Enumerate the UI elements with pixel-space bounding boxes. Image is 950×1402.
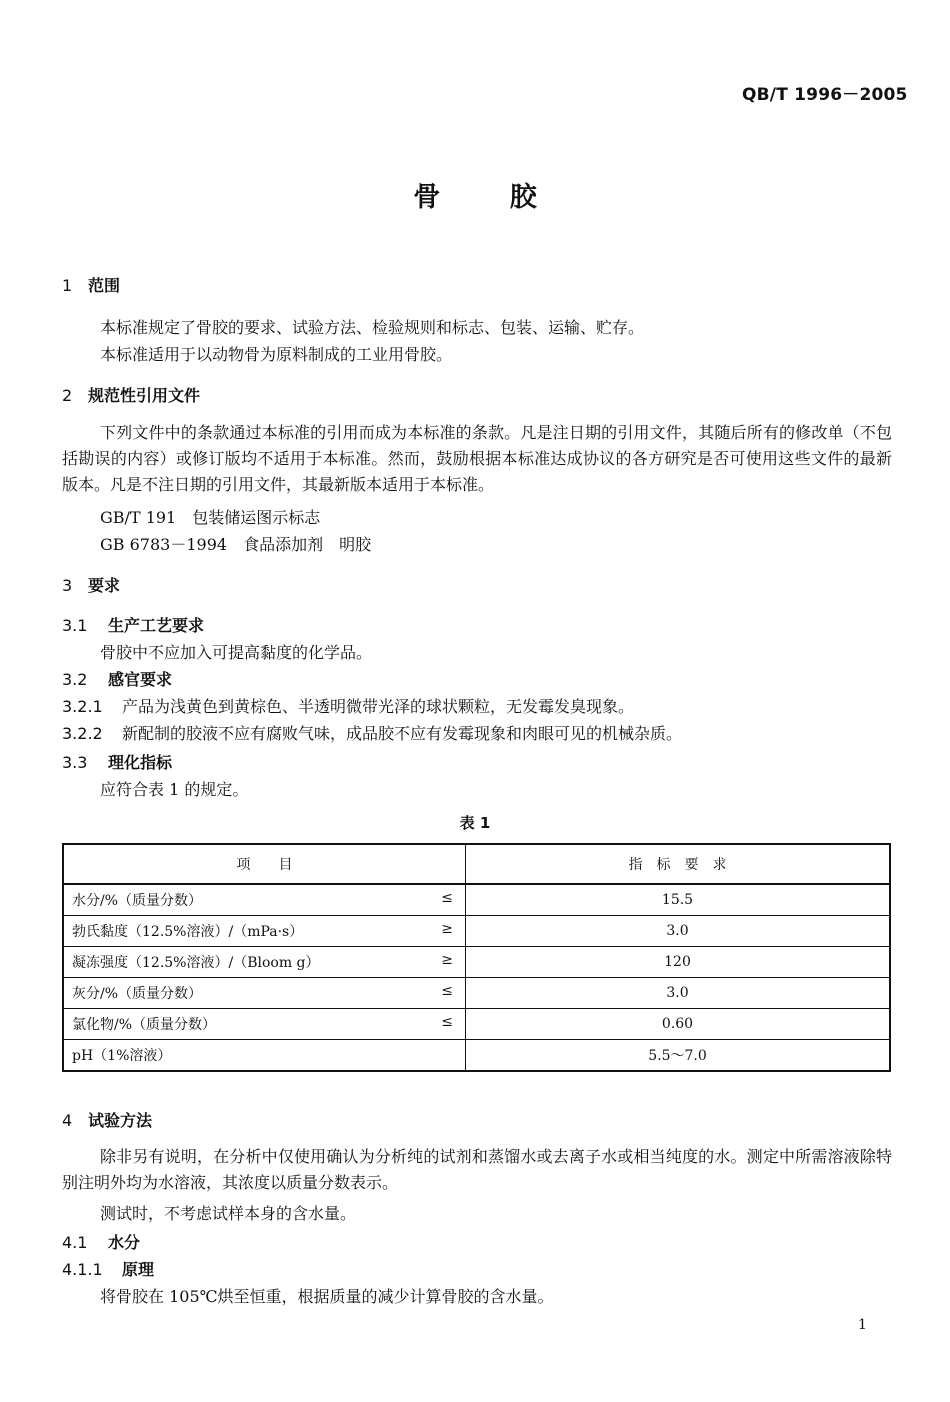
section-number: 3.1 [62,616,88,635]
section-title: 规范性引用文件 [88,386,201,405]
table-row [63,884,890,916]
table-row [63,1040,890,1072]
standard-code: QB/T 1996－2005 [742,85,908,105]
section-1-paragraph-1: 本标准规定了骨胶的要求、试验方法、检验规则和标志、包装、运输、贮存。 [100,318,645,337]
section-number: 2 [62,386,73,405]
page-number: 1 [858,1317,867,1333]
section-3-heading [62,573,120,596]
value-cell: 120 [466,947,891,978]
section-4-paragraph-2: 测试时，不考虑试样本身的含水量。 [100,1204,357,1223]
value-cell: 0.60 [466,1009,891,1040]
section-4-heading [62,1108,152,1131]
table-row [63,947,890,978]
value-cell: 3.0 [466,978,891,1009]
table-row [63,978,890,1009]
section-title: 原理 [122,1260,155,1279]
section-4-paragraph-1: 除非另有说明，在分析中仅使用确认为分析纯的试剂和蒸馏水或去离子水或相当纯度的水。测定中所需溶液除特别注明外均为水溶液，其浓度以质量分数表示。 [62,1147,892,1192]
item-cell [63,916,466,947]
section-title: 生产工艺要求 [108,616,205,635]
item-label: 灰分/%（质量分数） [72,986,203,1002]
section-3-3-heading [62,750,172,773]
section-3-1-heading [62,613,204,636]
comparison-operator: ≤ [441,890,453,906]
table-row [63,1009,890,1040]
column-header-value: 指 标 要 求 [466,844,891,884]
item-label: 勃氏黏度（12.5%溶液）/（mPa·s） [72,924,304,940]
item-cell [63,1009,466,1040]
item-label: 水分/%（质量分数） [72,893,203,909]
document-title: 骨 胶 [413,182,567,213]
item-cell [63,1040,466,1072]
clause-text: 新配制的胶液不应有腐败气味，成品胶不应有发霉现象和肉眼可见的机械杂质。 [122,724,683,743]
table-header-row [63,844,890,884]
section-number: 3.2 [62,670,88,689]
section-3-2-heading [62,667,172,690]
comparison-operator: ≤ [441,983,453,999]
section-number: 3.2.1 [62,697,103,716]
section-4-1-1-heading [62,1257,154,1280]
value-cell: 15.5 [466,884,891,916]
section-number: 1 [62,276,73,295]
section-number: 4 [62,1111,73,1130]
section-number: 4.1 [62,1233,88,1252]
section-2-paragraph: 下列文件中的条款通过本标准的引用而成为本标准的条款。凡是注日期的引用文件，其随后所有的修改单（不包括勘误的内容）或修订版均不适用于本标准。然而，鼓励根据本标准达成协议的各方研究是否可使用这些文件的最新版本。凡是不注日期的引用文件，其最新版本适用于本标准。 [62,423,892,494]
section-1-heading [62,273,120,296]
item-label: 氯化物/%（质量分数） [72,1017,217,1033]
table-row [63,916,890,947]
comparison-operator: ≤ [441,1014,453,1030]
section-4-1-1-text: 将骨胶在 105℃烘至恒重，根据质量的减少计算骨胶的含水量。 [100,1287,554,1306]
spec-table [62,843,891,1072]
section-3-2-1-clause [62,694,634,717]
section-title: 感官要求 [108,670,173,689]
section-title: 水分 [108,1233,141,1252]
comparison-operator: ≥ [441,921,453,937]
section-4-1-heading [62,1230,140,1253]
comparison-operator: ≥ [441,952,453,968]
section-number: 4.1.1 [62,1260,103,1279]
section-3-1-text: 骨胶中不应加入可提高黏度的化学品。 [100,643,373,662]
section-number: 3.2.2 [62,724,103,743]
section-title: 理化指标 [108,753,173,772]
section-number: 3.3 [62,753,88,772]
item-cell [63,947,466,978]
table-caption: 表 1 [459,814,491,832]
section-2-heading [62,383,200,406]
clause-text: 产品为浅黄色到黄棕色、半透明微带光泽的球状颗粒，无发霉发臭现象。 [122,697,635,716]
value-cell: 3.0 [466,916,891,947]
column-header-item: 项 目 [63,844,466,884]
item-cell [63,884,466,916]
item-label: 凝冻强度（12.5%溶液）/（Bloom g） [72,955,320,971]
normative-reference-1: GB/T 191 包装储运图示标志 [100,508,321,527]
section-title: 范围 [88,276,121,295]
section-1-paragraph-2: 本标准适用于以动物骨为原料制成的工业用骨胶。 [100,345,453,364]
item-label: pH（1%溶液） [72,1048,172,1064]
section-title: 试验方法 [88,1111,153,1130]
section-3-3-text: 应符合表 1 的规定。 [100,780,249,799]
section-number: 3 [62,576,73,595]
value-cell: 5.5～7.0 [466,1040,891,1072]
section-3-2-2-clause [62,721,682,744]
section-title: 要求 [88,576,121,595]
item-cell [63,978,466,1009]
normative-reference-2: GB 6783－1994 食品添加剂 明胶 [100,535,372,554]
